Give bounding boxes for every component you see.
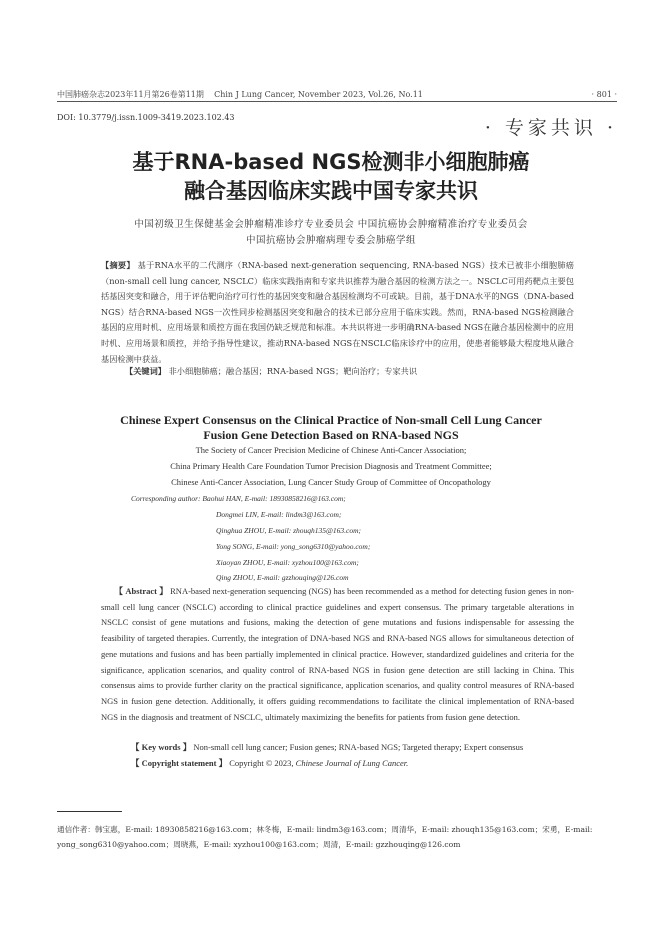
abstract-cn-text: 基于RNA水平的二代测序（RNA-based next-generation sequencing, RNA-based NGS）技术已被非小细胞肺癌（non-small cell lung cancer, NSCLC）临床实践指南和专家共识推荐为融合基因的检测方法之一。NSCLC可用药靶点主要包括基因突变和融合，用于评估靶向治疗可行性的基因突变和融合基因检测均不可或缺。目前，基于DNA水平的NGS（DNA-based NGS）结合RNA-based NGS一次性同步检测基因突变和融合的技术已部分应用于临床实践。然而，RNA-based NGS检测融合基因的应用时机、应用场景和质控方面在我国仍缺乏规范和标准。本共识将进一步明确RNA-based NGS在融合基因检测中的应用时机、应用场景和质控，并给予指导性建议，推动RNA-based NGS在NSCLC临床诊疗中的应用，使患者能够最大程度地从融合基因检测中获益。 — [101, 260, 574, 364]
copyright-journal: Chinese Journal of Lung Cancer. — [295, 758, 409, 768]
abstract-en-text: RNA-based next-generation sequencing (NGS) has been recommended as a method for detecting fusion genes in non-small cell lung cancer (NSCLC) according to clinical practice guidelines and expert consensus. The primary targetable alterations in NSCLC consist of gene mutations and fusions, making the detection of gene mutations and fusions indispensable for assessing the feasibility of targeted therapies. Currently, the integration of DNA-based NGS and RNA-based NGS allows for simultaneous detection of gene mutations and fusions and has been partially implemented in clinical practice. However, standardized guidelines and criteria for the significance, application scenarios, and quality control of RNA-based NGS in fusion gene detection are still lacking in China. This consensus aims to provide further clarity on the practical significance, application scenarios, and quality control measures of RNA-based NGS in fusion gene detection. Additionally, it offers guiding recommendations to facilitate the clinical implementation of RNA-based NGS in the diagnosis and treatment of NSCLC, ultimately maximizing the benefits for patients from fusion gene detection. — [101, 586, 574, 722]
abstract-en — [101, 584, 574, 725]
organizations-cn-line-1: 中国初级卫生保健基金会肿瘤精准诊疗专业委员会 中国抗癌协会肿瘤精准治疗专业委员会 — [134, 219, 528, 230]
keywords-en-label: 【 Key words 】 — [131, 742, 192, 752]
society-en-3: Chinese Anti-Cancer Association, Lung Cancer Study Group of Committee of Oncopathology — [171, 477, 491, 487]
organizations-cn-line-2: 中国抗癌协会肿瘤病理专委会肺癌学组 — [245, 235, 416, 246]
article-type: · 专家共识 · — [484, 117, 617, 139]
abstract-cn — [101, 258, 574, 367]
copyright-text: Copyright © 2023, — [229, 758, 296, 768]
title-cn-line-2: 融合基因临床实践中国专家共识 — [184, 179, 478, 203]
keywords-cn — [125, 366, 417, 377]
society-en-1: The Society of Cancer Precision Medicine of Chinese Anti-Cancer Association; — [195, 445, 467, 455]
copyright-label: 【 Copyright statement 】 — [131, 758, 228, 768]
footnote-correspondence: 通信作者：韩宝惠，E-mail: 18930858216@163.com；林冬梅，E-mail: lindm3@163.com；周清华，E-mail: zhouqh135@163.com；宋勇，E-mail: yong_song6310@yahoo.com；周晓燕，E-mail: xyzhou100@163.com；周清，E-mail: gzzhouqing@126.com — [57, 825, 593, 849]
header-divider — [57, 101, 617, 102]
author-line: Dongmei LIN, E-mail: lindm3@163.com; — [216, 510, 342, 519]
author-line: Yong SONG, E-mail: yong_song6310@yahoo.com; — [216, 542, 371, 551]
keywords-en-text: Non-small cell lung cancer; Fusion genes; RNA-based NGS; Targeted therapy; Expert consensus — [193, 742, 524, 752]
corresponding-author: Corresponding author: Baohui HAN, E-mail: 18930858216@163.com; — [131, 494, 346, 503]
abstract-cn-label: 【摘要】 — [101, 260, 135, 270]
society-en-2: China Primary Health Care Foundation Tumor Precision Diagnosis and Treatment Committee; — [170, 461, 492, 471]
keywords-en — [131, 741, 523, 753]
title-cn-line-1: 基于RNA-based NGS检测非小细胞肺癌 — [132, 150, 530, 174]
abstract-en-label: 【 Abstract 】 — [114, 586, 168, 596]
author-line: Qinghua ZHOU, E-mail: zhouqh135@163.com; — [216, 526, 362, 535]
keywords-cn-label: 【关键词】 — [125, 366, 166, 376]
journal-name-cn: 中国肺癌杂志2023年11月第26卷第11期 — [57, 90, 204, 99]
keywords-cn-text: 非小细胞肺癌；融合基因；RNA-based NGS；靶向治疗；专家共识 — [168, 366, 418, 376]
page-number: · 801 · — [591, 90, 617, 99]
title-en-line-1: Chinese Expert Consensus on the Clinical Practice of Non-small Cell Lung Cancer — [120, 413, 542, 427]
doi: DOI: 10.3779/j.issn.1009-3419.2023.102.43 — [57, 113, 235, 122]
journal-header — [57, 90, 423, 100]
journal-name-en: Chin J Lung Cancer, November 2023, Vol.26, No.11 — [214, 90, 423, 99]
title-en-line-2: Fusion Gene Detection Based on RNA-based NGS — [203, 428, 459, 442]
footnote-divider — [57, 811, 122, 812]
author-line: Xiaoyan ZHOU, E-mail: xyzhou100@163.com; — [216, 558, 359, 567]
copyright-statement — [131, 757, 408, 769]
author-line: Qing ZHOU, E-mail: gzzhouqing@126.com — [216, 573, 349, 582]
